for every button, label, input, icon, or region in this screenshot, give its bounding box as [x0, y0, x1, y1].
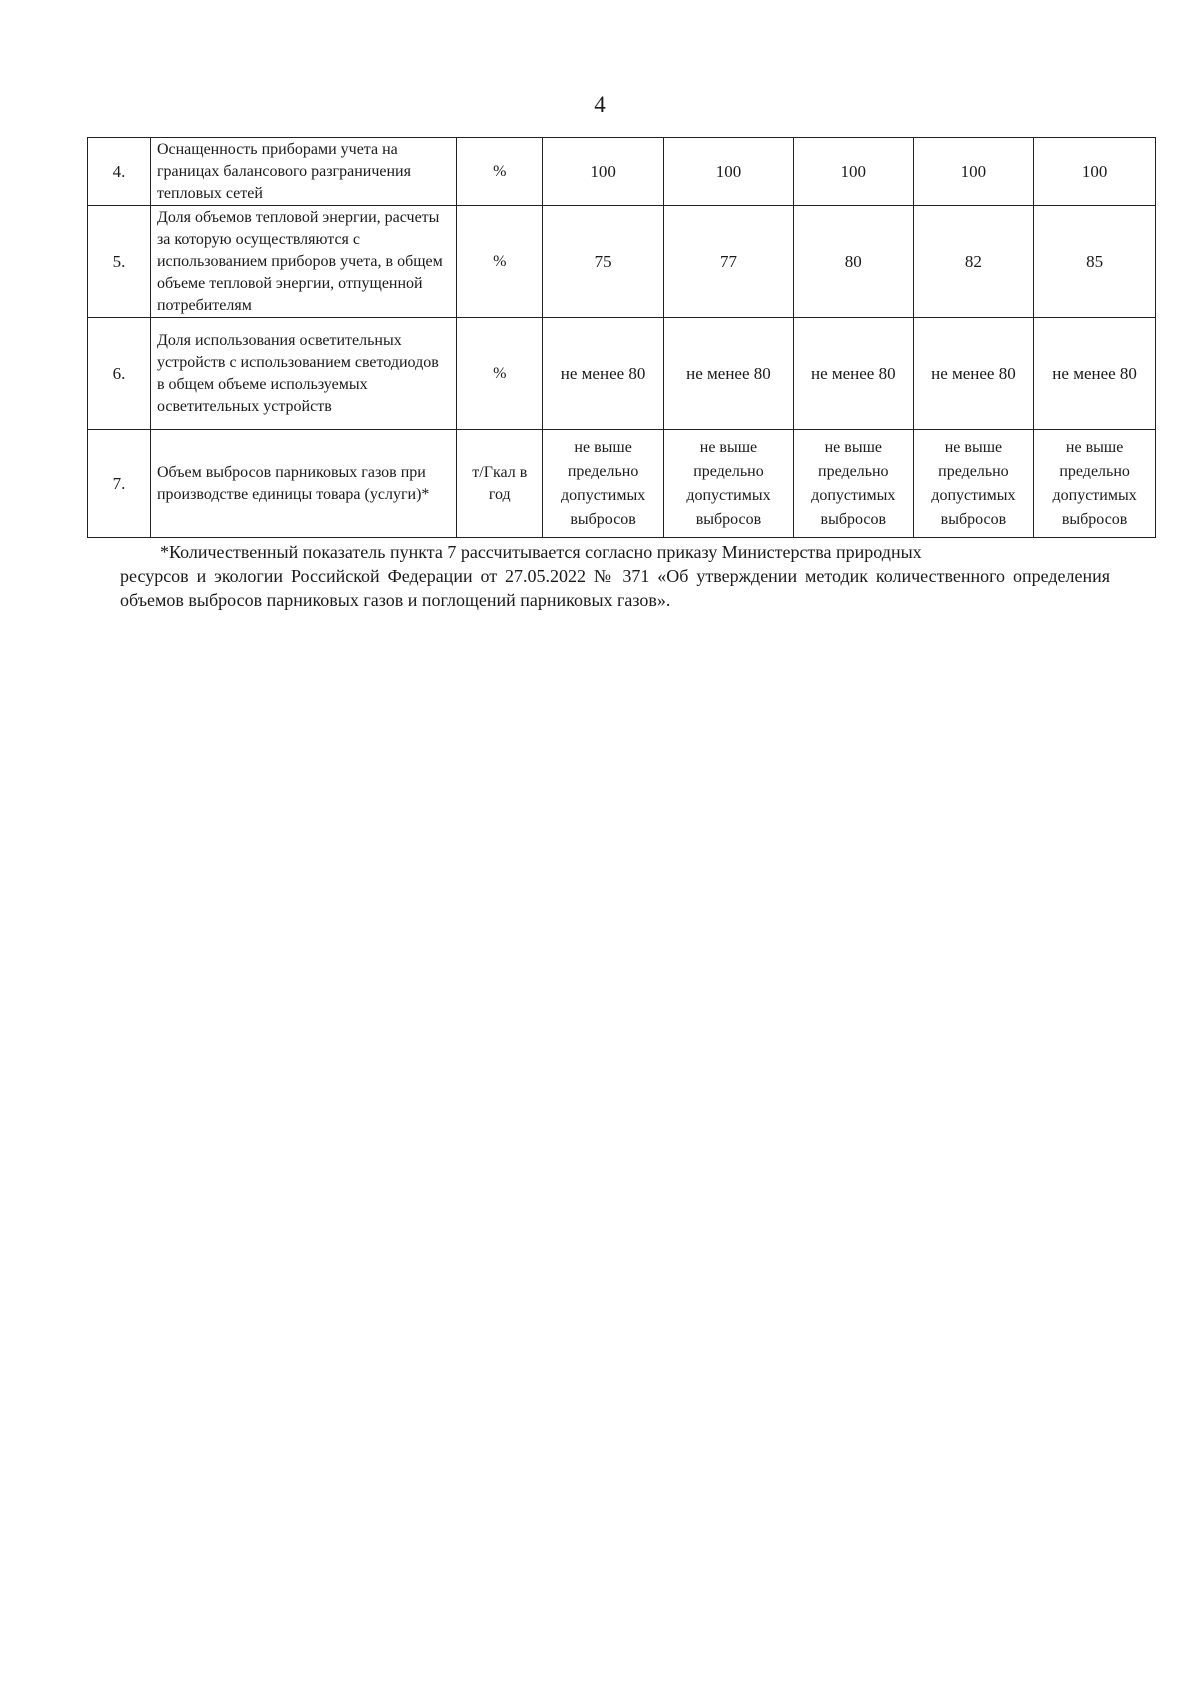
- value-cell: 77: [663, 206, 793, 318]
- value-cell: 100: [663, 138, 793, 206]
- footnote-line-1: *Количественный показатель пункта 7 рассчитывается согласно приказу Министерства природных: [160, 542, 922, 562]
- unit: %: [457, 318, 543, 430]
- unit: %: [457, 138, 543, 206]
- unit: %: [457, 206, 543, 318]
- row-number: 7.: [88, 430, 151, 538]
- indicator-name: Доля объемов тепловой энергии, расчеты за которую осуществляются с использованием приборов учета, в общем объеме тепловой энергии, отпущенной потребителям: [150, 206, 456, 318]
- value-cell: 80: [794, 206, 914, 318]
- page-number: 4: [594, 92, 606, 117]
- value-cell: не выше предельно допустимых выбросов: [663, 430, 793, 538]
- table-row: [88, 430, 1156, 538]
- value-cell: не выше предельно допустимых выбросов: [794, 430, 914, 538]
- value-cell: 82: [913, 206, 1034, 318]
- value-cell: не менее 80: [794, 318, 914, 430]
- footnote-line-2: ресурсов и экологии Российской Федерации от 27.05.2022 № 371 «Об утверждении методик количественного определения объемов выбросов парниковых газов и поглощений парниковых газов».: [120, 566, 1110, 610]
- row-number: 5.: [88, 206, 151, 318]
- value-cell: 100: [1034, 138, 1156, 206]
- table-row: [88, 138, 1156, 206]
- value-cell: 100: [543, 138, 664, 206]
- indicators-table: [87, 137, 1156, 538]
- value-cell: не выше предельно допустимых выбросов: [1034, 430, 1156, 538]
- value-cell: 100: [913, 138, 1034, 206]
- indicator-name: Доля использования осветительных устройств с использованием светодиодов в общем объеме используемых осветительных устройств: [150, 318, 456, 430]
- table-row: [88, 318, 1156, 430]
- unit: т/Гкал в год: [457, 430, 543, 538]
- value-cell: 85: [1034, 206, 1156, 318]
- row-number: 4.: [88, 138, 151, 206]
- indicator-name: Объем выбросов парниковых газов при производстве единицы товара (услуги)*: [150, 430, 456, 538]
- value-cell: не менее 80: [663, 318, 793, 430]
- value-cell: не выше предельно допустимых выбросов: [543, 430, 664, 538]
- value-cell: 75: [543, 206, 664, 318]
- value-cell: не менее 80: [543, 318, 664, 430]
- footnote: [120, 540, 1110, 612]
- indicator-name: Оснащенность приборами учета на границах балансового разграничения тепловых сетей: [150, 138, 456, 206]
- value-cell: не выше предельно допустимых выбросов: [913, 430, 1034, 538]
- row-number: 6.: [88, 318, 151, 430]
- value-cell: не менее 80: [1034, 318, 1156, 430]
- table-row: [88, 206, 1156, 318]
- value-cell: 100: [794, 138, 914, 206]
- value-cell: не менее 80: [913, 318, 1034, 430]
